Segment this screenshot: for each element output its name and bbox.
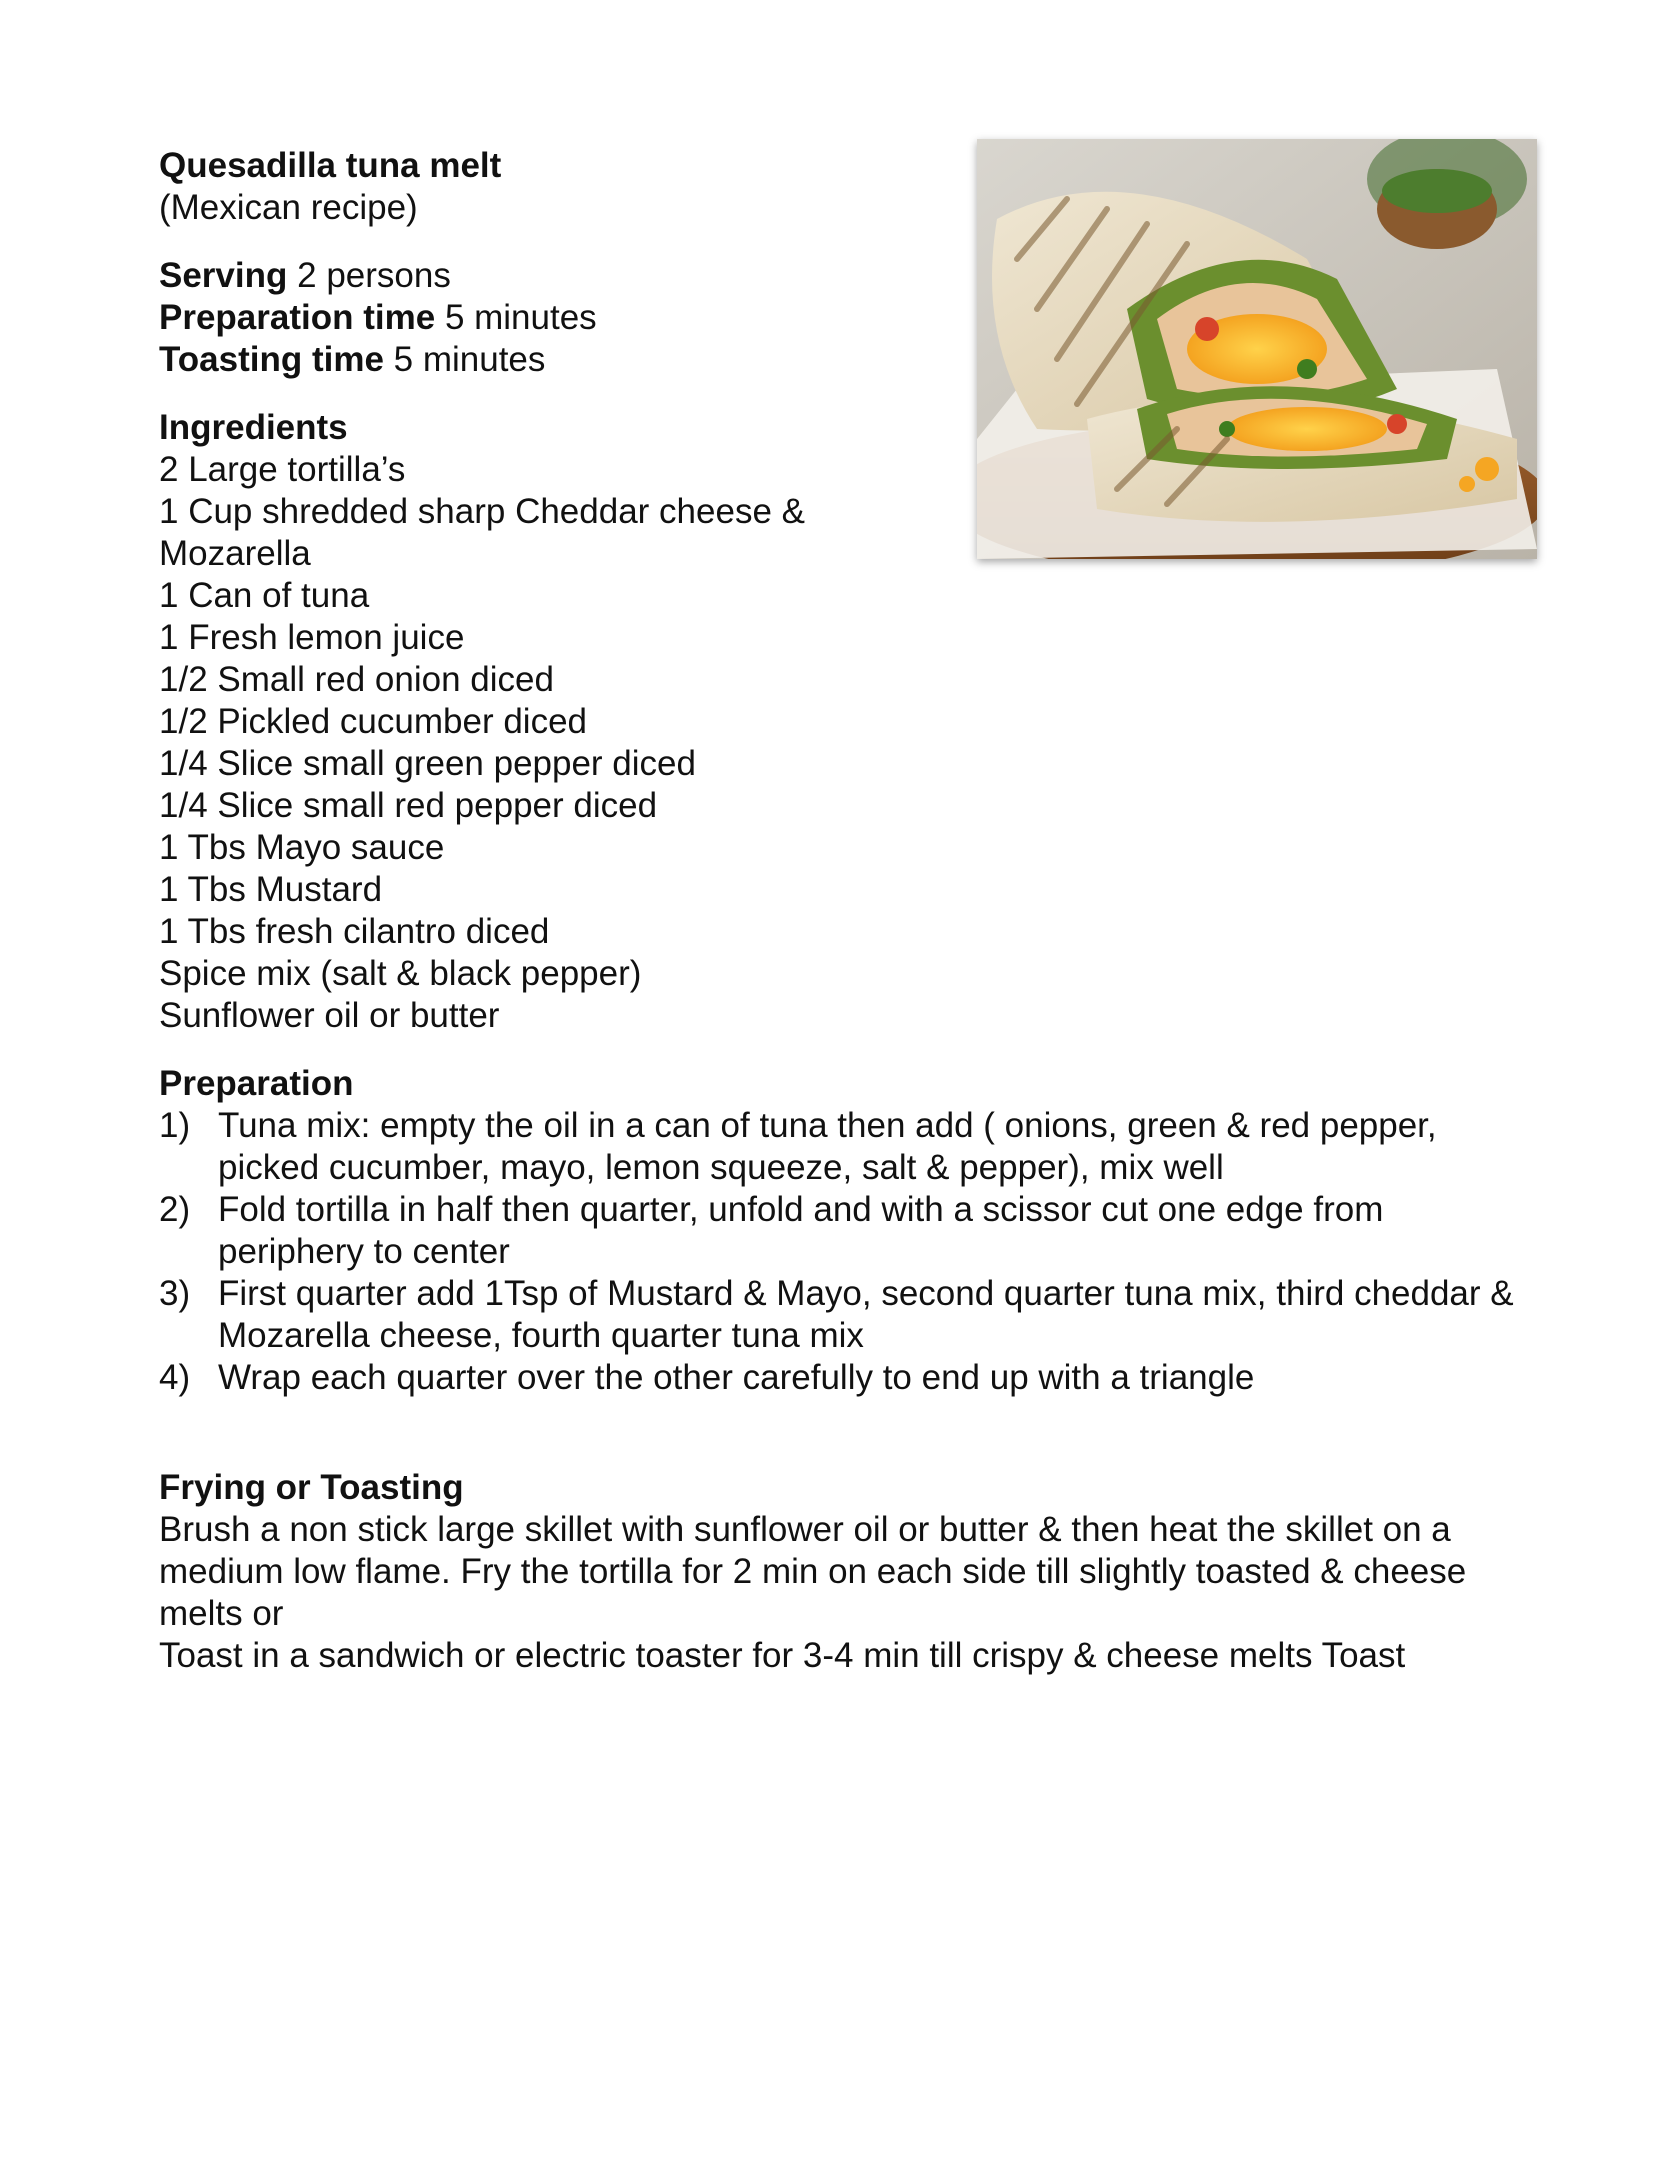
prep-time-value: 5 minutes xyxy=(444,298,597,337)
recipe-text xyxy=(159,145,1519,1677)
ingredients-section xyxy=(159,407,859,1037)
step-text: First quarter add 1Tsp of Mustard & Mayo, second quarter tuna mix, third cheddar & Mozarella cheese, fourth quarter tuna mix xyxy=(218,1274,1514,1355)
ingredient-item: 2 Large tortilla’s xyxy=(159,450,406,489)
step-item xyxy=(159,1273,1519,1357)
preparation-section xyxy=(159,1063,1519,1399)
toast-time-value: 5 minutes xyxy=(393,340,546,379)
ingredients-heading: Ingredients xyxy=(159,408,348,447)
step-text: Wrap each quarter over the other carefully to end up with a triangle xyxy=(218,1358,1255,1397)
serving-label: Serving xyxy=(159,256,288,295)
step-number: 3) xyxy=(159,1274,191,1313)
step-number: 1) xyxy=(159,1106,191,1145)
serving-row xyxy=(159,255,1519,297)
step-text: Fold tortilla in half then quarter, unfold and with a scissor cut one edge from periphery to center xyxy=(218,1190,1384,1271)
preparation-steps xyxy=(159,1105,1519,1399)
step-item xyxy=(159,1357,1519,1399)
ingredient-item: 1 Tbs Mayo sauce xyxy=(159,828,445,867)
step-item xyxy=(159,1189,1519,1273)
recipe-title: Quesadilla tuna melt xyxy=(159,146,502,185)
ingredient-item: 1/4 Slice small green pepper diced xyxy=(159,744,696,783)
prep-time-label: Preparation time xyxy=(159,298,436,337)
ingredient-item: 1 Fresh lemon juice xyxy=(159,618,465,657)
ingredient-item: 1 Can of tuna xyxy=(159,576,370,615)
ingredient-item: 1 Tbs fresh cilantro diced xyxy=(159,912,550,951)
ingredient-item: Spice mix (salt & black pepper) xyxy=(159,954,642,993)
step-item xyxy=(159,1105,1519,1189)
frying-heading: Frying or Toasting xyxy=(159,1468,464,1507)
ingredient-item: Sunflower oil or butter xyxy=(159,996,500,1035)
ingredient-item: 1 Cup shredded sharp Cheddar cheese & Mozarella xyxy=(159,492,805,573)
recipe-subtitle: (Mexican recipe) xyxy=(159,188,418,227)
preparation-heading: Preparation xyxy=(159,1064,354,1103)
ingredient-item: 1/4 Slice small red pepper diced xyxy=(159,786,658,825)
ingredient-item: 1/2 Small red onion diced xyxy=(159,660,554,699)
step-text: Tuna mix: empty the oil in a can of tuna then add ( onions, green & red pepper, picked cucumber, mayo, lemon squeeze, salt & pepper), mix well xyxy=(218,1106,1437,1187)
frying-paragraph-2: Toast in a sandwich or electric toaster for 3-4 min till crispy & cheese melts Toast xyxy=(159,1636,1406,1675)
toast-time-label: Toasting time xyxy=(159,340,384,379)
step-number: 2) xyxy=(159,1190,191,1229)
toast-time-row xyxy=(159,339,1519,381)
ingredient-item: 1 Tbs Mustard xyxy=(159,870,383,909)
ingredient-item: 1/2 Pickled cucumber diced xyxy=(159,702,587,741)
serving-value: 2 persons xyxy=(297,256,451,295)
prep-time-row xyxy=(159,297,1519,339)
frying-paragraph-1: Brush a non stick large skillet with sunflower oil or butter & then heat the skillet on a medium low flame. Fry the tortilla for 2 min on each side till slightly toasted & cheese melts or xyxy=(159,1510,1467,1633)
step-number: 4) xyxy=(159,1358,191,1397)
frying-section xyxy=(159,1467,1519,1677)
